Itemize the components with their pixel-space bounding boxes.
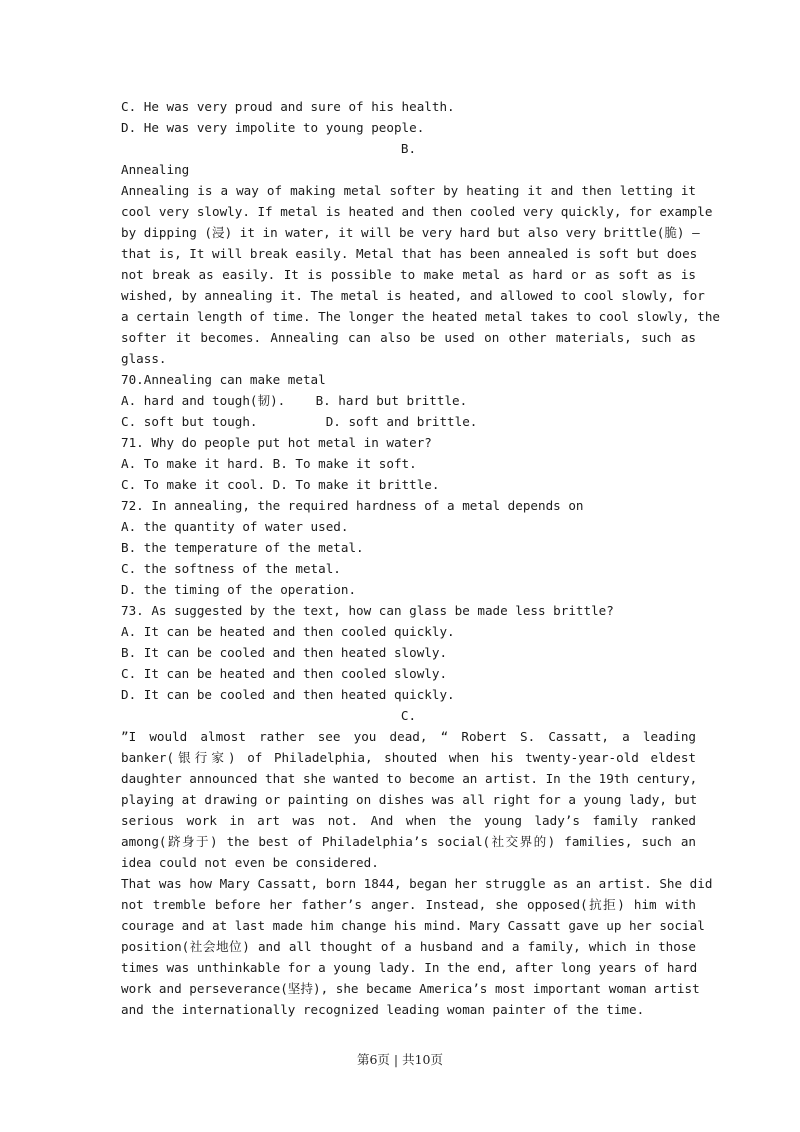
option-line: C. soft but tough. D. soft and brittle. xyxy=(121,414,478,429)
paragraph-line: that is, It will break easily. Metal that has been annealed is soft but does xyxy=(121,246,698,261)
passage-title: Annealing xyxy=(121,162,190,177)
paragraph-line: Annealing is a way of making metal softer by heating it and then letting it xyxy=(121,183,696,198)
paragraph-line: That was how Mary Cassatt, born 1844, began her struggle as an artist. She did xyxy=(121,876,713,891)
paragraph-line: times was unthinkable for a young lady. In the end, after long years of hard xyxy=(121,960,698,975)
paragraph-line: wished, by annealing it. The metal is heated, and allowed to cool slowly, for xyxy=(121,288,705,303)
paragraph-line: and the internationally recognized leading woman painter of the time. xyxy=(121,1002,645,1017)
option-line: D. the timing of the operation. xyxy=(121,582,357,597)
paragraph-line: position(社会地位) and all thought of a husband and a family, which in those xyxy=(121,939,696,954)
question-line: 72. In annealing, the required hardness of a metal depends on xyxy=(121,498,584,513)
option-line: C. the softness of the metal. xyxy=(121,561,341,576)
paragraph-line: glass. xyxy=(121,351,167,366)
option-line: A. To make it hard. B. To make it soft. xyxy=(121,456,417,471)
section-heading-b: B. xyxy=(400,141,417,156)
document-page xyxy=(121,96,720,1020)
paragraph-line: ”I would almost rather see you dead, “ Robert S. Cassatt, a leading xyxy=(121,729,696,744)
paragraph-line: playing at drawing or painting on dishes was all right for a young lady, but xyxy=(121,792,698,807)
option-line: A. It can be heated and then cooled quickly. xyxy=(121,624,455,639)
text-line: C. He was very proud and sure of his health. xyxy=(121,99,455,114)
option-line: B. It can be cooled and then heated slowly. xyxy=(121,645,448,660)
paragraph-line: softer it becomes. Annealing can also be used on other materials, such as xyxy=(121,330,696,345)
page-footer: 第6页 | 共10页 xyxy=(356,1052,444,1067)
paragraph-line: a certain length of time. The longer the heated metal takes to cool slowly, the xyxy=(121,309,720,324)
paragraph-line: daughter announced that she wanted to become an artist. In the 19th century, xyxy=(121,771,698,786)
section-heading-c: C. xyxy=(400,708,417,723)
question-line: 73. As suggested by the text, how can glass be made less brittle? xyxy=(121,603,614,618)
paragraph-line: among(跻身于) the best of Philadelphia’s social(社交界的) families, such an xyxy=(121,834,696,849)
option-line: A. hard and tough(韧). B. hard but brittle. xyxy=(121,393,468,408)
option-line: C. It can be heated and then cooled slowly. xyxy=(121,666,448,681)
paragraph-line: cool very slowly. If metal is heated and then cooled very quickly, for example xyxy=(121,204,713,219)
option-line: C. To make it cool. D. To make it brittle. xyxy=(121,477,440,492)
paragraph-line: not tremble before her father’s anger. Instead, she opposed(抗拒) him with xyxy=(121,897,696,912)
question-line: 71. Why do people put hot metal in water? xyxy=(121,435,432,450)
option-line: D. It can be cooled and then heated quickly. xyxy=(121,687,455,702)
paragraph-line: not break as easily. It is possible to make metal as hard or as soft as is xyxy=(121,267,696,282)
paragraph-line: by dipping (浸) it in water, it will be very hard but also very brittle(脆) — xyxy=(121,225,700,240)
paragraph-line: banker(银行家) of Philadelphia, shouted when his twenty-year-old eldest xyxy=(121,750,696,765)
question-line: 70.Annealing can make metal xyxy=(121,372,326,387)
paragraph-line: idea could not even be considered. xyxy=(121,855,379,870)
text-line: D. He was very impolite to young people. xyxy=(121,120,425,135)
paragraph-line: courage and at last made him change his mind. Mary Cassatt gave up her social xyxy=(121,918,705,933)
paragraph-line: work and perseverance(坚持), she became America’s most important woman artist xyxy=(121,981,700,996)
option-line: A. the quantity of water used. xyxy=(121,519,349,534)
paragraph-line: serious work in art was not. And when the young lady’s family ranked xyxy=(121,813,696,828)
option-line: B. the temperature of the metal. xyxy=(121,540,364,555)
